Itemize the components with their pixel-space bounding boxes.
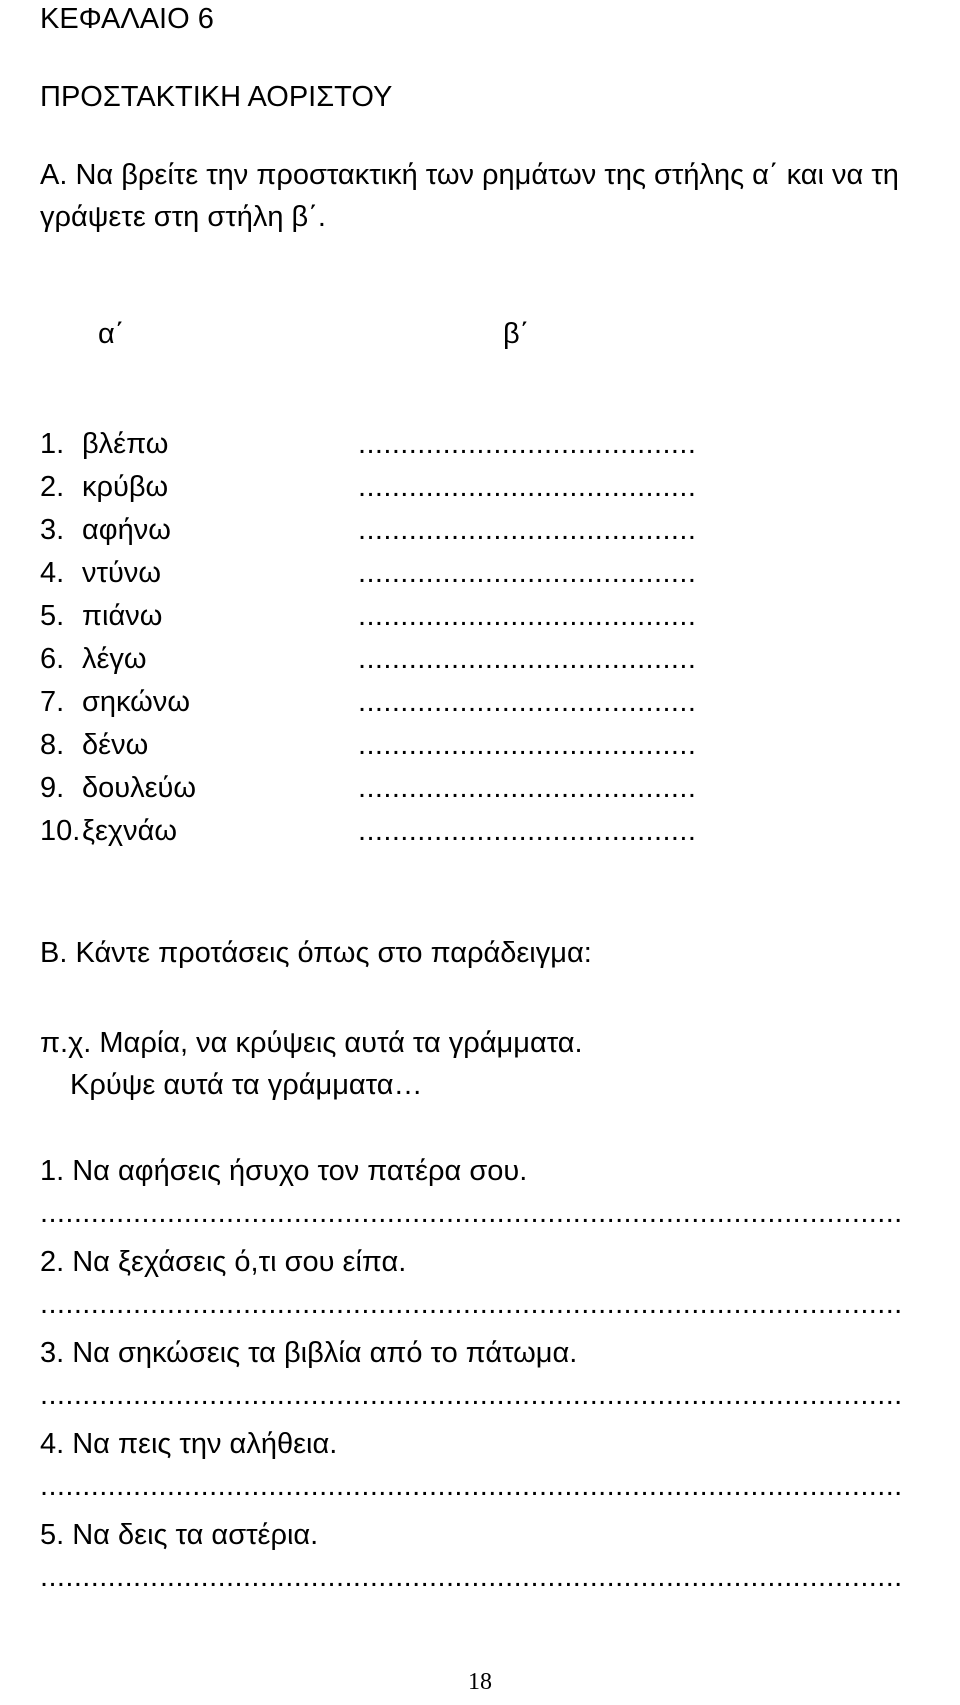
verb: ντύνω — [82, 557, 161, 589]
verb: λέγω — [82, 643, 147, 675]
answer-blank[interactable]: ........................................ — [358, 471, 697, 503]
item-number: 2. — [40, 471, 65, 503]
exercise-b-instruction: Β. Κάντε προτάσεις όπως στο παράδειγμα: — [40, 937, 592, 969]
item-number: 9. — [40, 772, 65, 804]
answer-blank[interactable]: ........................................ — [358, 772, 697, 804]
answer-blank[interactable]: ........................................ — [358, 428, 697, 460]
answer-blank[interactable]: ........................................ — [358, 557, 697, 589]
answer-blank[interactable]: ........................................ — [358, 600, 697, 632]
sentence-item: 4. Να πεις την αλήθεια. — [40, 1428, 338, 1460]
answer-blank[interactable]: ...................................................................................................... — [40, 1561, 903, 1593]
item-number: 3. — [40, 514, 65, 546]
item-number: 5. — [40, 600, 65, 632]
verb: αφήνω — [82, 514, 171, 546]
answer-blank[interactable]: ...................................................................................................... — [40, 1288, 903, 1320]
answer-blank[interactable]: ........................................ — [358, 514, 697, 546]
section-title: ΠΡΟΣΤΑΚΤΙΚΗ ΑΟΡΙΣΤΟΥ — [40, 81, 393, 113]
verb: δουλεύω — [82, 772, 197, 804]
verb: πιάνω — [82, 600, 163, 632]
sentence-item: 3. Να σηκώσεις τα βιβλία από το πάτωμα. — [40, 1337, 578, 1369]
answer-blank[interactable]: ...................................................................................................... — [40, 1379, 903, 1411]
item-number: 6. — [40, 643, 65, 675]
exercise-a-instruction-line1: Α. Να βρείτε την προστακτική των ρημάτων της στήλης α΄ και να τη — [40, 159, 899, 191]
verb: σηκώνω — [82, 686, 190, 718]
item-number: 10. — [40, 815, 81, 847]
exercise-a-instruction-line2: γράψετε στη στήλη β΄. — [40, 201, 326, 233]
item-number: 7. — [40, 686, 65, 718]
answer-blank[interactable]: ........................................ — [358, 729, 697, 761]
verb: κρύβω — [82, 471, 169, 503]
answer-blank[interactable]: ...................................................................................................... — [40, 1470, 903, 1502]
sentence-item: 5. Να δεις τα αστέρια. — [40, 1519, 319, 1551]
answer-blank[interactable]: ...................................................................................................... — [40, 1197, 903, 1229]
sentence-item: 1. Να αφήσεις ήσυχο τον πατέρα σου. — [40, 1155, 528, 1187]
verb: ξεχνάω — [82, 815, 178, 847]
chapter-title: ΚΕΦΑΛΑΙΟ 6 — [40, 3, 214, 35]
answer-blank[interactable]: ........................................ — [358, 815, 697, 847]
page-number: 18 — [468, 1669, 492, 1695]
column-a-header: α΄ — [98, 318, 125, 350]
item-number: 1. — [40, 428, 65, 460]
item-number: 4. — [40, 557, 65, 589]
verb: βλέπω — [82, 428, 169, 460]
item-number: 8. — [40, 729, 65, 761]
column-b-header: β΄ — [503, 318, 530, 350]
example-sentence: π.χ. Μαρία, να κρύψεις αυτά τα γράμματα. — [40, 1027, 583, 1059]
sentence-item: 2. Να ξεχάσεις ό,τι σου είπα. — [40, 1246, 407, 1278]
answer-blank[interactable]: ........................................ — [358, 686, 697, 718]
example-answer: Κρύψε αυτά τα γράμματα… — [70, 1069, 423, 1101]
verb: δένω — [82, 729, 149, 761]
answer-blank[interactable]: ........................................ — [358, 643, 697, 675]
